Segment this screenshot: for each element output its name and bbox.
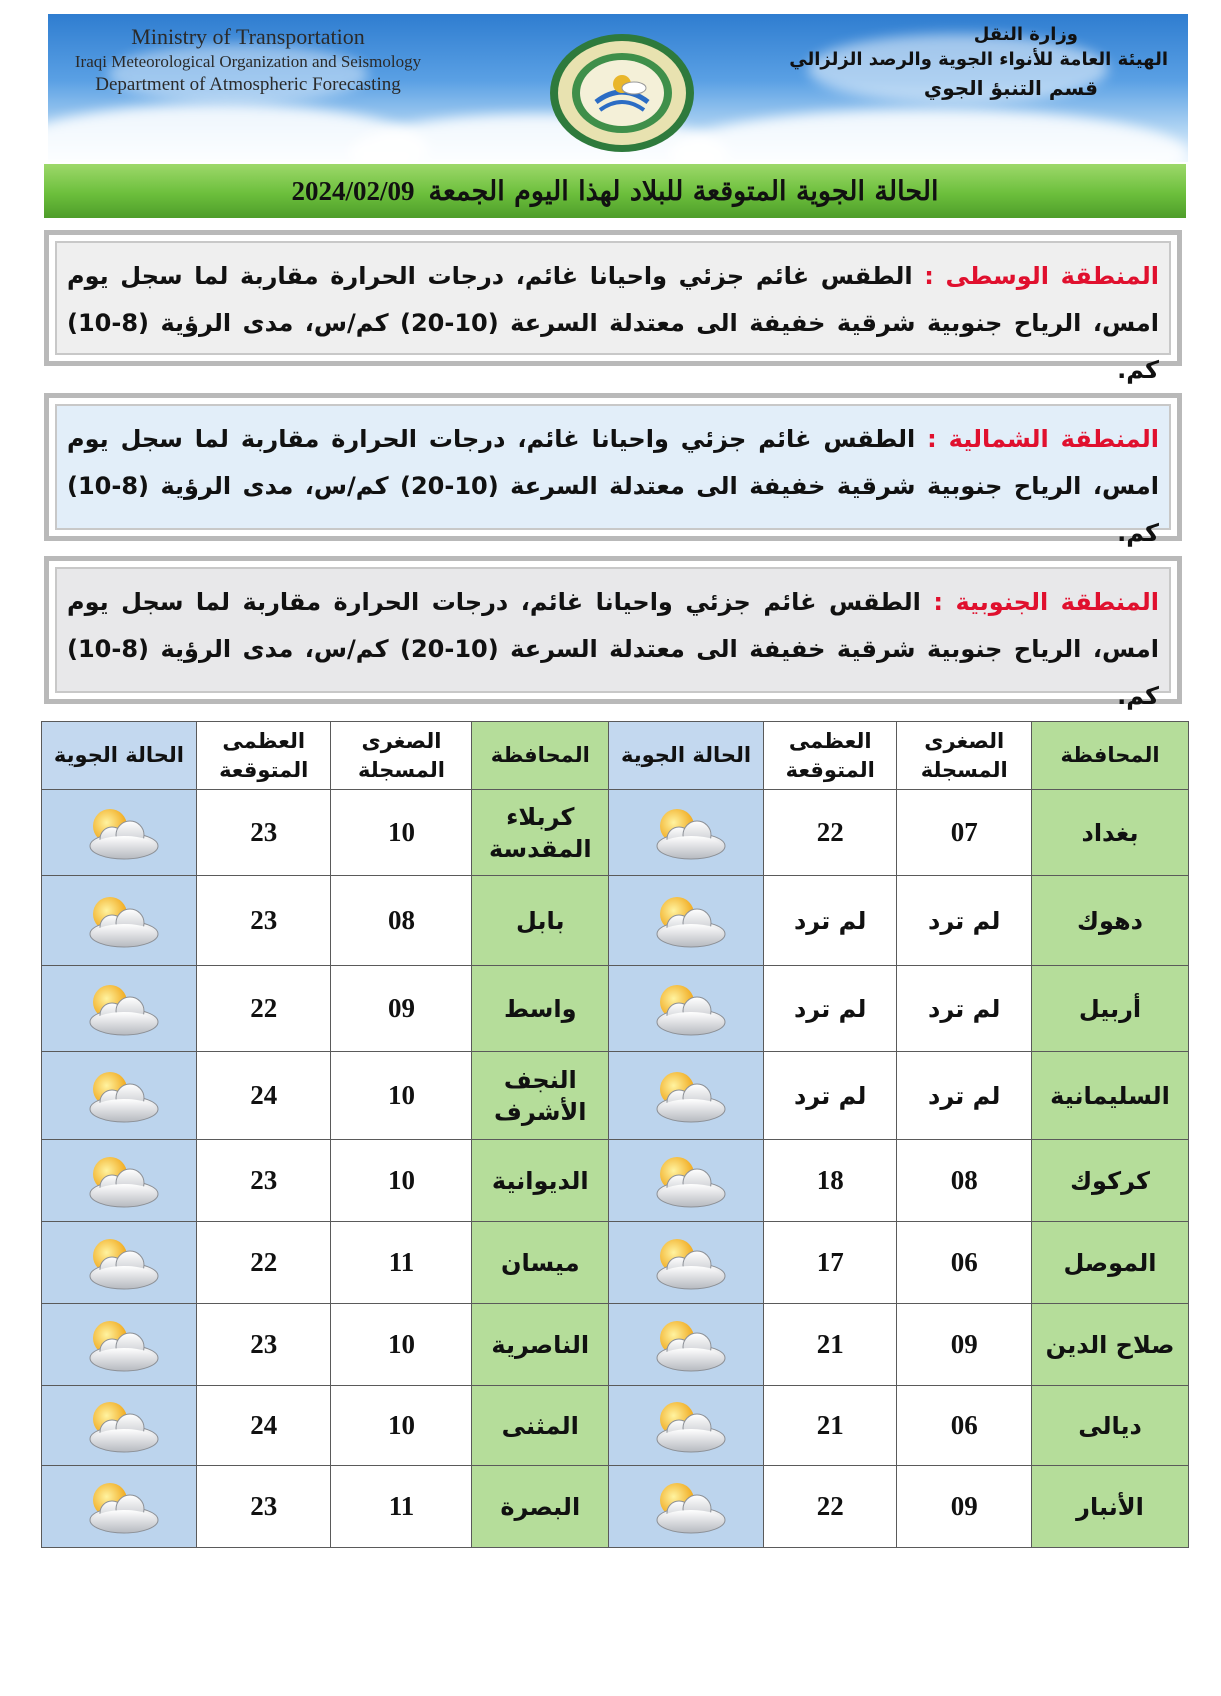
governorate-cell: صلاح الدين [1032, 1304, 1189, 1386]
partly-cloudy-icon [74, 890, 164, 952]
header-governorate: المحافظة [472, 722, 609, 790]
region-north [44, 393, 1182, 547]
max-temp-cell: 22 [196, 1222, 331, 1304]
table-row [42, 1140, 1189, 1222]
governorate-cell: الموصل [1032, 1222, 1189, 1304]
table-row [42, 1386, 1189, 1466]
region-text [67, 253, 1159, 394]
max-temp-cell: 23 [196, 1140, 331, 1222]
partly-cloudy-icon [641, 1476, 731, 1538]
max-temp-cell: 21 [763, 1304, 896, 1386]
min-temp-cell: 08 [331, 876, 472, 966]
partly-cloudy-icon [74, 978, 164, 1040]
min-temp-cell: 10 [331, 1052, 472, 1140]
min-temp-cell: 09 [897, 1304, 1032, 1386]
condition-cell [609, 790, 764, 876]
region-name: المنطقة الجنوبية : [933, 588, 1159, 616]
region-south [44, 556, 1182, 710]
header-governorate: المحافظة [1032, 722, 1189, 790]
partly-cloudy-icon [74, 1150, 164, 1212]
governorate-cell: بابل [472, 876, 609, 966]
min-temp-cell: لم ترد [897, 966, 1032, 1052]
condition-cell [609, 1304, 764, 1386]
condition-cell [609, 1052, 764, 1140]
condition-cell [609, 1140, 764, 1222]
partly-cloudy-icon [641, 1065, 731, 1127]
partly-cloudy-icon [641, 802, 731, 864]
page-title [44, 164, 1186, 218]
min-temp-cell: 10 [331, 790, 472, 876]
department-name-ar: قسم التنبؤ الجوي [923, 76, 1098, 100]
ministry-name-en: Ministry of Transportation [131, 24, 365, 49]
region-central [44, 230, 1182, 384]
condition-cell [42, 1304, 197, 1386]
governorate-cell: السليمانية [1032, 1052, 1189, 1140]
max-temp-cell: 18 [763, 1140, 896, 1222]
governorate-cell: النجف الأشرف [472, 1052, 609, 1140]
max-temp-cell: 23 [196, 876, 331, 966]
condition-cell [42, 790, 197, 876]
title-date: 2024/02/09 [291, 175, 415, 206]
max-temp-cell: 17 [763, 1222, 896, 1304]
partly-cloudy-icon [641, 1150, 731, 1212]
partly-cloudy-icon [641, 1395, 731, 1457]
min-temp-cell: 09 [897, 1466, 1032, 1548]
ministry-name-ar: وزارة النقل [973, 24, 1078, 45]
max-temp-cell: 21 [763, 1386, 896, 1466]
min-temp-cell: 11 [331, 1466, 472, 1548]
condition-cell [609, 1466, 764, 1548]
condition-cell [42, 876, 197, 966]
table-row [42, 1052, 1189, 1140]
governorate-cell: المثنى [472, 1386, 609, 1466]
header-arabic [789, 24, 1168, 100]
region-name: المنطقة الوسطى : [924, 262, 1159, 290]
partly-cloudy-icon [74, 1395, 164, 1457]
header-min-recorded: الصغرى المسجلة [331, 722, 472, 790]
condition-cell [609, 1222, 764, 1304]
header-english [68, 24, 428, 96]
min-temp-cell: لم ترد [897, 1052, 1032, 1140]
region-name: المنطقة الشمالية : [927, 425, 1160, 453]
condition-cell [42, 966, 197, 1052]
min-temp-cell: 10 [331, 1140, 472, 1222]
table-row [42, 966, 1189, 1052]
min-temp-cell: لم ترد [897, 876, 1032, 966]
max-temp-cell: لم ترد [763, 1052, 896, 1140]
header-min-recorded: الصغرى المسجلة [897, 722, 1032, 790]
region-forecast: الطقس غائم جزئي واحيانا غائم، درجات الحرارة مقاربة لما سجل يوم امس، الرياح جنوبية شرقية خفيفة الى معتدلة السرعة (10-20) كم/س، مدى الرؤية (8-10) كم. [67, 425, 1159, 547]
condition-cell [609, 966, 764, 1052]
governorate-cell: دهوك [1032, 876, 1189, 966]
max-temp-cell: 22 [196, 966, 331, 1052]
min-temp-cell: 10 [331, 1304, 472, 1386]
governorate-cell: الناصرية [472, 1304, 609, 1386]
region-forecast: الطقس غائم جزئي واحيانا غائم، درجات الحرارة مقاربة لما سجل يوم امس، الرياح جنوبية شرقية خفيفة الى معتدلة السرعة (10-20) كم/س، مدى الرؤية (8-10) كم. [67, 588, 1159, 710]
max-temp-cell: لم ترد [763, 876, 896, 966]
governorates-table [41, 721, 1189, 1548]
governorate-cell: كربلاء المقدسة [472, 790, 609, 876]
department-name-en: Department of Atmospheric Forecasting [95, 74, 401, 95]
header-condition: الحالة الجوية [42, 722, 197, 790]
header-condition: الحالة الجوية [609, 722, 764, 790]
region-forecast: الطقس غائم جزئي واحيانا غائم، درجات الحرارة مقاربة لما سجل يوم امس، الرياح جنوبية شرقية خفيفة الى معتدلة السرعة (10-20) كم/س، مدى الرؤية (8-10) كم. [67, 262, 1159, 384]
governorate-cell: ميسان [472, 1222, 609, 1304]
max-temp-cell: 24 [196, 1052, 331, 1140]
table-row [42, 790, 1189, 876]
governorate-cell: البصرة [472, 1466, 609, 1548]
table-row [42, 1466, 1189, 1548]
partly-cloudy-icon [641, 890, 731, 952]
min-temp-cell: 10 [331, 1386, 472, 1466]
table-row [42, 1222, 1189, 1304]
organization-name-ar: الهيئة العامة للأنواء الجوية والرصد الزلزالي [789, 49, 1168, 70]
header-max-expected: العظمى المتوقعة [196, 722, 331, 790]
partly-cloudy-icon [74, 802, 164, 864]
region-text [67, 579, 1159, 720]
min-temp-cell: 06 [897, 1222, 1032, 1304]
partly-cloudy-icon [641, 978, 731, 1040]
partly-cloudy-icon [74, 1065, 164, 1127]
region-text [67, 416, 1159, 557]
table-row [42, 1304, 1189, 1386]
condition-cell [42, 1222, 197, 1304]
table-header-row [42, 722, 1189, 790]
max-temp-cell: 22 [763, 1466, 896, 1548]
max-temp-cell: 22 [763, 790, 896, 876]
condition-cell [42, 1466, 197, 1548]
governorate-cell: الأنبار [1032, 1466, 1189, 1548]
max-temp-cell: 24 [196, 1386, 331, 1466]
partly-cloudy-icon [74, 1314, 164, 1376]
governorate-cell: ديالى [1032, 1386, 1189, 1466]
governorate-cell: أربيل [1032, 966, 1189, 1052]
header-max-expected: العظمى المتوقعة [763, 722, 896, 790]
partly-cloudy-icon [641, 1232, 731, 1294]
governorate-cell: كركوك [1032, 1140, 1189, 1222]
condition-cell [609, 1386, 764, 1466]
condition-cell [42, 1052, 197, 1140]
governorate-cell: الديوانية [472, 1140, 609, 1222]
min-temp-cell: 06 [897, 1386, 1032, 1466]
governorate-cell: بغداد [1032, 790, 1189, 876]
header-banner [48, 14, 1188, 162]
governorate-cell: واسط [472, 966, 609, 1052]
organization-name-en: Iraqi Meteorological Organization and Seismology [74, 52, 422, 71]
title-text: الحالة الجوية المتوقعة للبلاد لهذا اليوم الجمعة [428, 175, 939, 207]
min-temp-cell: 09 [331, 966, 472, 1052]
partly-cloudy-icon [74, 1232, 164, 1294]
meteorological-seal-icon [548, 32, 696, 154]
condition-cell [609, 876, 764, 966]
max-temp-cell: لم ترد [763, 966, 896, 1052]
max-temp-cell: 23 [196, 790, 331, 876]
condition-cell [42, 1140, 197, 1222]
min-temp-cell: 07 [897, 790, 1032, 876]
condition-cell [42, 1386, 197, 1466]
partly-cloudy-icon [74, 1476, 164, 1538]
max-temp-cell: 23 [196, 1466, 331, 1548]
max-temp-cell: 23 [196, 1304, 331, 1386]
min-temp-cell: 08 [897, 1140, 1032, 1222]
table-row [42, 876, 1189, 966]
min-temp-cell: 11 [331, 1222, 472, 1304]
partly-cloudy-icon [641, 1314, 731, 1376]
